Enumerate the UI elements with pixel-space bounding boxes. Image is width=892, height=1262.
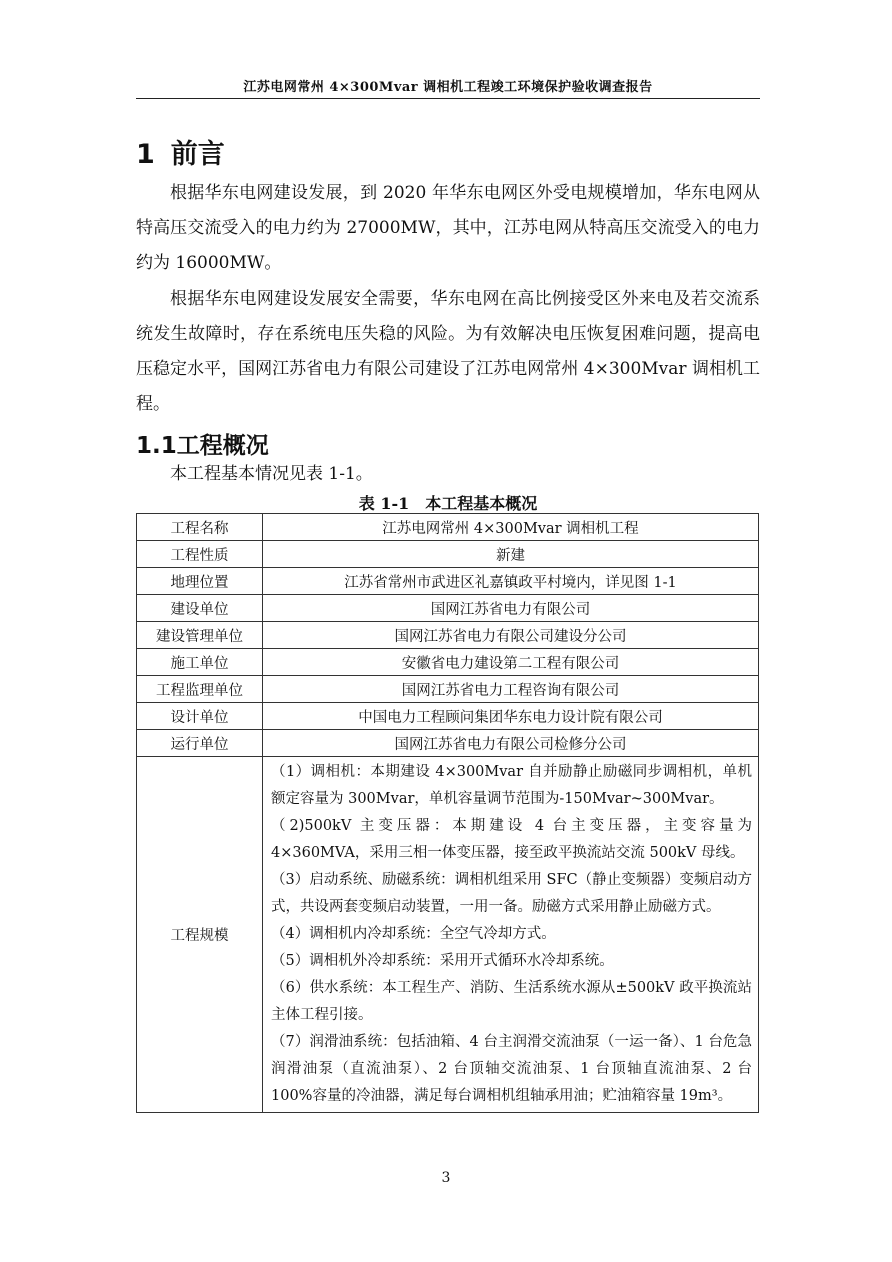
row-value: 江苏电网常州 4×300Mvar 调相机工程: [263, 514, 759, 541]
row-label: 建设管理单位: [137, 622, 263, 649]
table-row: [137, 568, 759, 595]
table-row: [137, 703, 759, 730]
header-rule: [136, 98, 760, 99]
scale-item-lubrication: （7）润滑油系统：包括油箱、4 台主润滑交流油泵（一运一备）、1 台危急润滑油泵（直流油泵）、2 台顶轴交流油泵、1 台顶轴直流油泵、2 台 100%容量的冷油器，满足每台调相机组轴承用油；贮油箱容量 19m³。: [271, 1034, 752, 1104]
table-row: [137, 622, 759, 649]
table-row: [137, 676, 759, 703]
table-row-scale: [137, 757, 759, 1113]
table-caption-number: 表 1-1: [358, 494, 410, 513]
row-label: 运行单位: [137, 730, 263, 757]
row-value: 安徽省电力建设第二工程有限公司: [263, 649, 759, 676]
scale-item-external-cooling: （5）调相机外冷却系统：采用开式循环水冷却系统。: [271, 953, 614, 969]
row-label: 地理位置: [137, 568, 263, 595]
table-caption-text: 本工程基本概况: [425, 494, 538, 513]
section-heading: [136, 132, 225, 171]
row-label: 工程监理单位: [137, 676, 263, 703]
scale-content: [263, 757, 759, 1113]
scale-item-startup-excitation: （3）启动系统、励磁系统：调相机组采用 SFC（静止变频器）变频启动方式，共设两套变频启动装置，一用一备。励磁方式采用静止励磁方式。: [271, 872, 752, 915]
row-value: 国网江苏省电力有限公司检修分公司: [263, 730, 759, 757]
row-label: 工程名称: [137, 514, 263, 541]
scale-item-water-supply: （6）供水系统：本工程生产、消防、生活系统水源从±500kV 政平换流站主体工程引接。: [271, 980, 752, 1023]
row-label: 设计单位: [137, 703, 263, 730]
intro-paragraph-1: 根据华东电网建设发展，到 2020 年华东电网区外受电规模增加，华东电网从特高压交流受入的电力约为 27000MW，其中，江苏电网从特高压交流受入的电力约为 16000MW。: [136, 183, 760, 273]
page-number: 3: [441, 1170, 451, 1186]
subsection-heading: 1.1工程概况: [136, 433, 269, 459]
project-overview-table: [136, 513, 759, 1113]
intro-paragraph-2: 根据华东电网建设发展安全需要，华东电网在高比例接受区外来电及若交流系统发生故障时，存在系统电压失稳的风险。为有效解决电压恢复困难问题，提高电压稳定水平，国网江苏省电力有限公司建设了江苏电网常州 4×300Mvar 调相机工程。: [136, 289, 760, 414]
table-row: [137, 730, 759, 757]
table-row: [137, 541, 759, 568]
scale-item-synchronous-condenser: （1）调相机：本期建设 4×300Mvar 自并励静止励磁同步调相机，单机额定容量为 300Mvar，单机容量调节范围为-150Mvar~300Mvar。: [271, 764, 752, 807]
row-label: 工程性质: [137, 541, 263, 568]
section-title: 前言: [170, 139, 225, 170]
scale-item-internal-cooling: （4）调相机内冷却系统：全空气冷却方式。: [271, 926, 556, 942]
table-row: [137, 595, 759, 622]
row-value: 江苏省常州市武进区礼嘉镇政平村境内，详见图 1-1: [263, 568, 759, 595]
row-label: 施工单位: [137, 649, 263, 676]
running-header: 江苏电网常州 4×300Mvar 调相机工程竣工环境保护验收调查报告: [243, 80, 653, 95]
row-value: 国网江苏省电力有限公司建设分公司: [263, 622, 759, 649]
scale-item-main-transformer: （2)500kV 主变压器：本期建设 4 台主变压器，主变容量为 4×360MVA，采用三相一体变压器，接至政平换流站交流 500kV 母线。: [271, 818, 752, 861]
subsection-intro: 本工程基本情况见表 1-1。: [170, 464, 373, 484]
row-value: 新建: [263, 541, 759, 568]
table-caption: [136, 491, 760, 514]
table-row: [137, 514, 759, 541]
row-value: 国网江苏省电力工程咨询有限公司: [263, 676, 759, 703]
scale-label: 工程规模: [137, 757, 263, 1113]
row-value: 中国电力工程顾问集团华东电力设计院有限公司: [263, 703, 759, 730]
row-value: 国网江苏省电力有限公司: [263, 595, 759, 622]
row-label: 建设单位: [137, 595, 263, 622]
table-row: [137, 649, 759, 676]
section-number: 1: [136, 139, 155, 170]
